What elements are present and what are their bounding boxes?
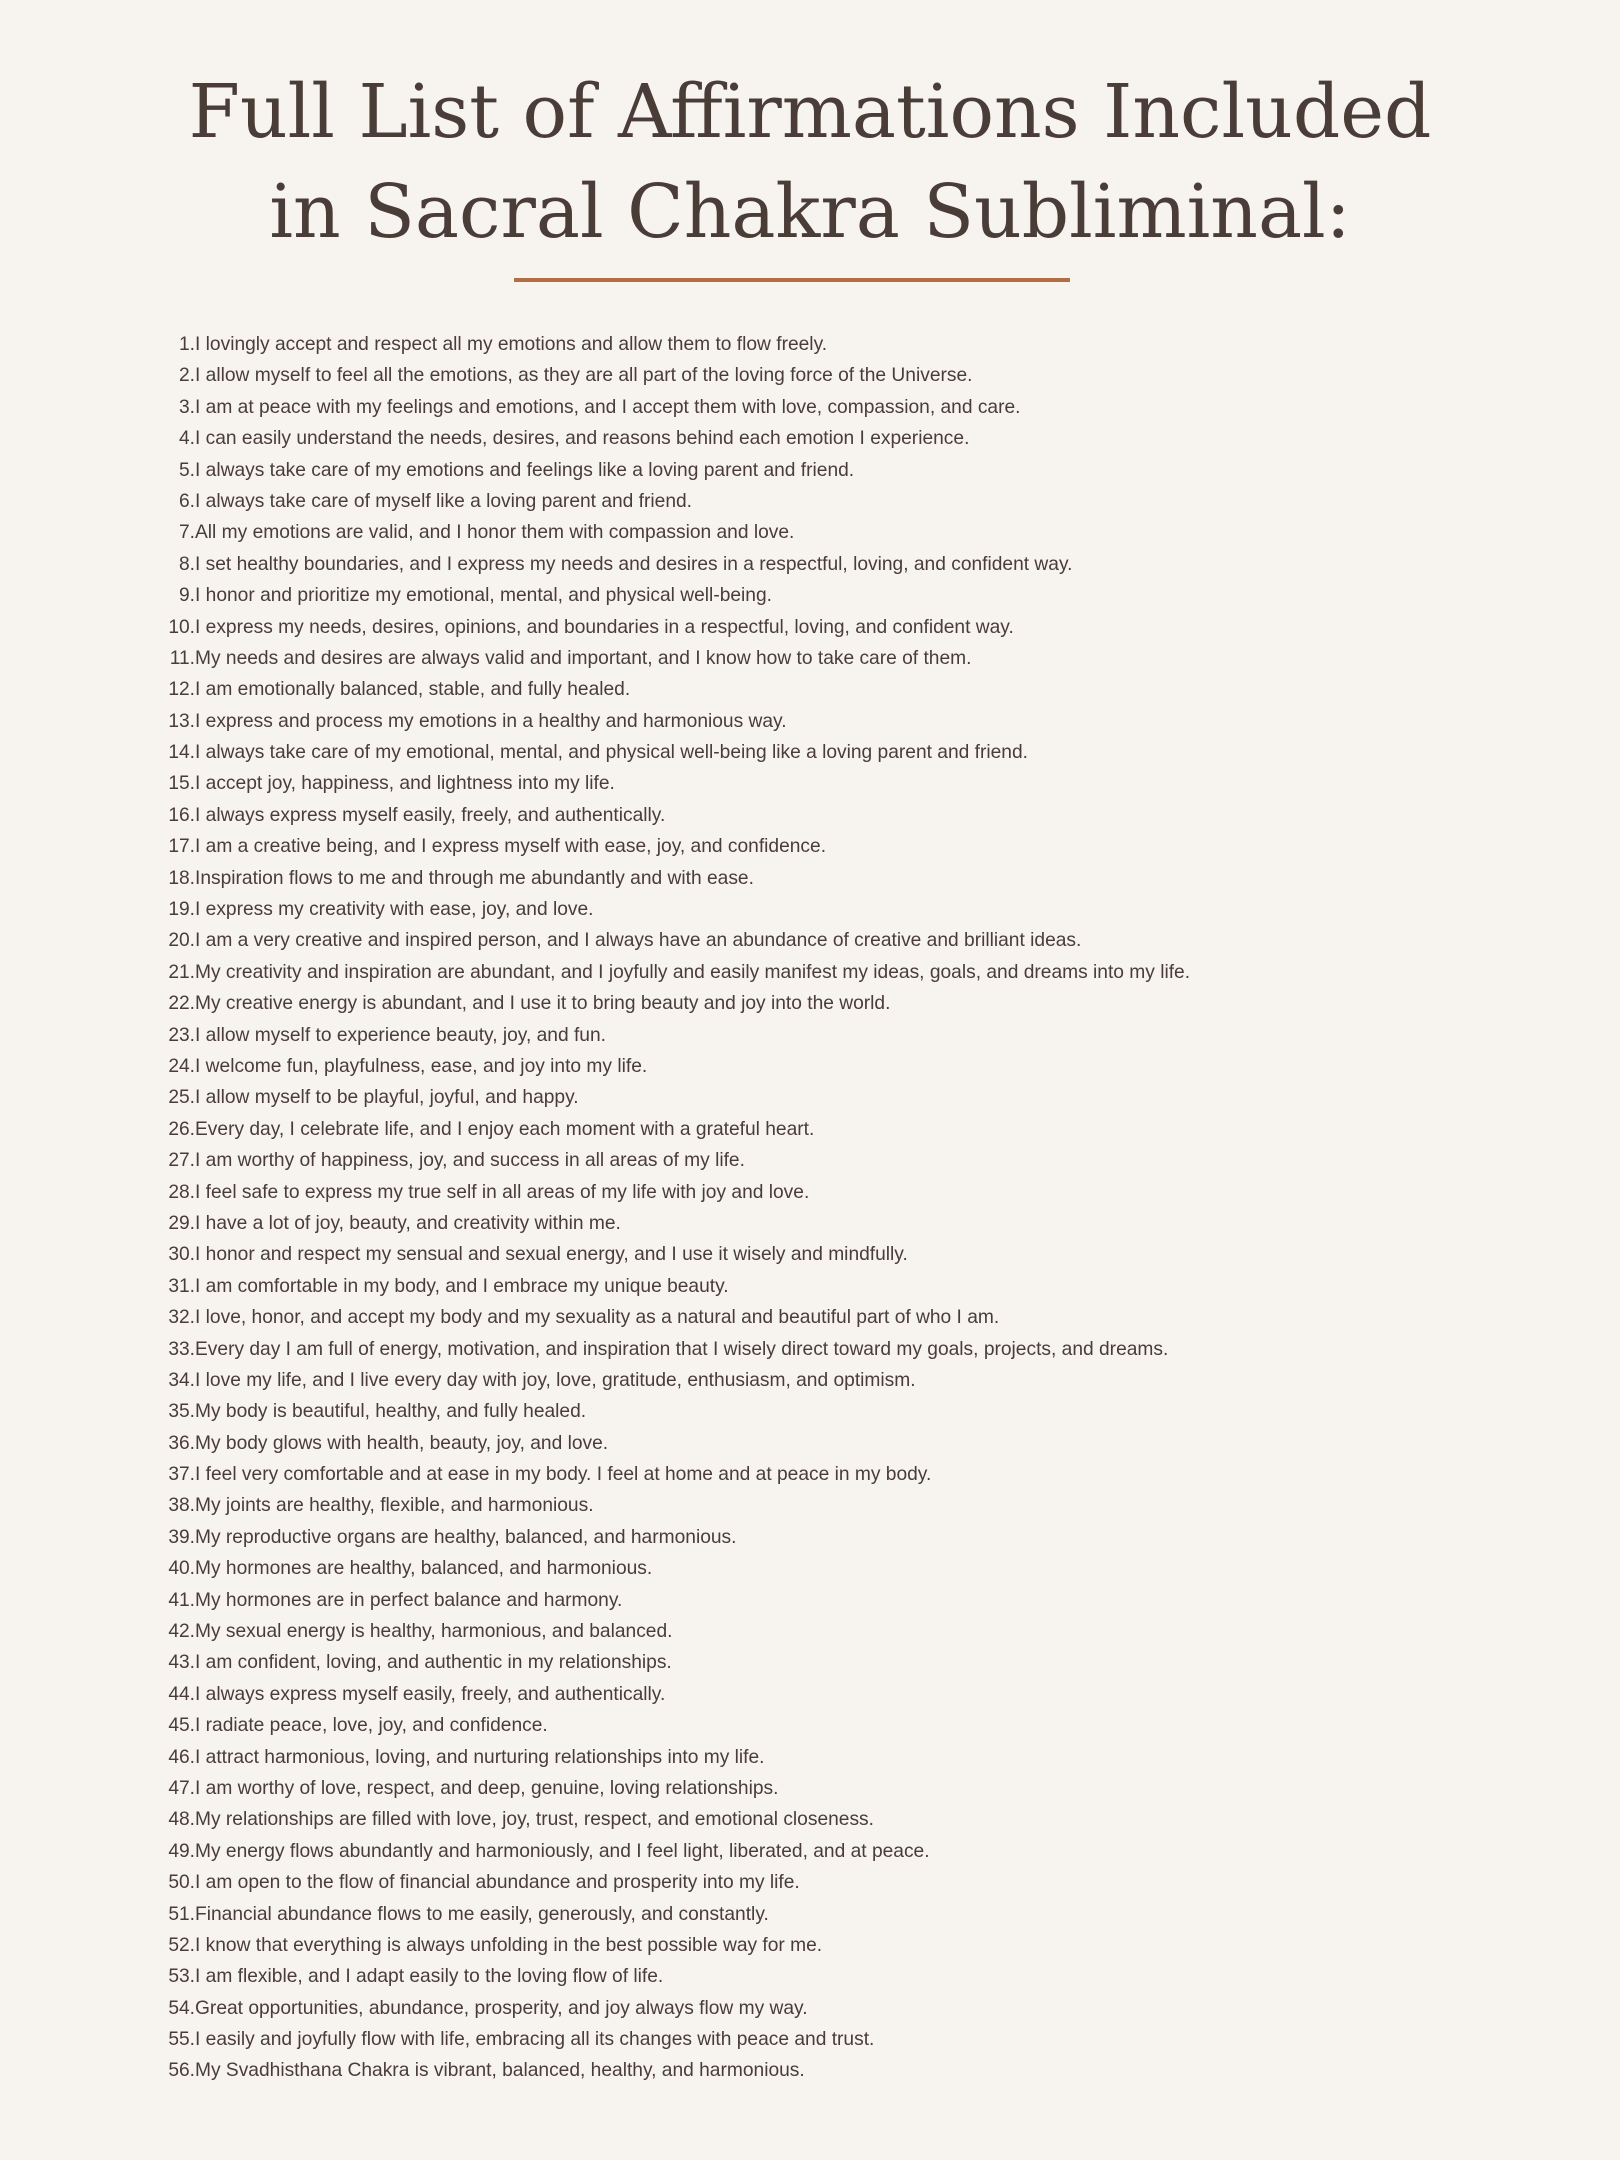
list-item [150,1836,1490,1867]
list-item-text: I am a very creative and inspired person, and I always have an abundance of creative and brilliant ideas. [195,930,1082,952]
list-item [150,1742,1490,1773]
list-item-number: 10. [168,616,195,638]
list-item-text: I accept joy, happiness, and lightness into my life. [195,773,615,795]
list-item-text: My body glows with health, beauty, joy, and love. [195,1432,609,1454]
list-item-text: I express my needs, desires, opinions, and boundaries in a respectful, loving, and confident way. [195,616,1014,638]
list-item-number: 35. [168,1401,195,1423]
list-item-text: My energy flows abundantly and harmoniously, and I feel light, liberated, and at peace. [195,1840,930,1862]
list-item-number: 41. [168,1589,195,1611]
list-item-number: 32. [168,1307,195,1329]
list-item-text: I attract harmonious, loving, and nurturing relationships into my life. [195,1746,765,1768]
list-item-number: 43. [168,1652,195,1674]
list-item [150,455,1490,486]
list-item-number: 14. [168,742,195,764]
list-item-number: 23. [168,1024,195,1046]
list-item-text: I feel safe to express my true self in all areas of my life with joy and love. [195,1181,810,1203]
list-item-text: I honor and respect my sensual and sexual energy, and I use it wisely and mindfully. [195,1244,908,1266]
list-item-text: My sexual energy is healthy, harmonious, and balanced. [195,1621,673,1643]
list-item-number: 56. [168,2060,195,2082]
list-item [150,1867,1490,1898]
list-item-text: I have a lot of joy, beauty, and creativity within me. [195,1212,621,1234]
list-item-number: 40. [168,1558,195,1580]
list-item [150,988,1490,1019]
list-item-number: 19. [168,899,195,921]
list-item-text: Every day, I celebrate life, and I enjoy each moment with a grateful heart. [195,1118,815,1140]
list-item [150,612,1490,643]
list-item-text: I always take care of my emotional, mental, and physical well-being like a loving parent and friend. [195,742,1028,764]
list-item [150,1020,1490,1051]
list-item-number: 52. [168,1934,195,1956]
list-item-number: 16. [168,804,195,826]
title-divider [514,278,1070,282]
list-item [150,863,1490,894]
list-item-text: My body is beautiful, healthy, and fully healed. [195,1401,587,1423]
list-item-number: 37. [168,1464,195,1486]
list-item-number: 13. [168,710,195,732]
list-item-text: Inspiration flows to me and through me abundantly and with ease. [195,867,754,889]
list-item-number: 8. [178,553,195,575]
list-item-number: 24. [168,1055,195,1077]
title-line-2: in Sacral Chakra Subliminal: [269,169,1351,255]
list-item [150,1553,1490,1584]
list-item [150,674,1490,705]
list-item-text: I always express myself easily, freely, and authentically. [195,804,666,826]
list-item-number: 55. [168,2029,195,2051]
list-item-text: I express my creativity with ease, joy, and love. [195,899,594,921]
list-item-number: 48. [168,1809,195,1831]
list-item-number: 20. [168,930,195,952]
list-item [150,957,1490,988]
list-item-text: My joints are healthy, flexible, and harmonious. [195,1495,594,1517]
list-item [150,925,1490,956]
list-item [150,1773,1490,1804]
list-item-text: Great opportunities, abundance, prosperity, and joy always flow my way. [195,1997,808,2019]
list-item [150,1961,1490,1992]
list-item [150,2024,1490,2055]
list-item [150,1114,1490,1145]
list-item [150,517,1490,548]
list-item-number: 15. [168,773,195,795]
list-item-text: I allow myself to feel all the emotions, as they are all part of the loving force of the Universe. [195,365,973,387]
list-item-number: 1. [178,334,195,355]
list-item [150,1239,1490,1270]
list-item [150,737,1490,768]
list-item [150,1585,1490,1616]
list-item-number: 54. [168,1997,195,2019]
list-item [150,1522,1490,1553]
list-item-number: 3. [178,396,195,418]
list-item-number: 47. [168,1777,195,1799]
list-item-number: 33. [168,1338,195,1360]
list-item-text: I am flexible, and I adapt easily to the loving flow of life. [195,1966,664,1988]
list-item-number: 30. [168,1244,195,1266]
list-item [150,1334,1490,1365]
list-item-text: I am a creative being, and I express myself with ease, joy, and confidence. [195,836,827,858]
list-item [150,549,1490,580]
list-item-number: 4. [178,428,195,450]
list-item-text: Financial abundance flows to me easily, generously, and constantly. [195,1903,769,1925]
list-item-text: I can easily understand the needs, desires, and reasons behind each emotion I experience. [195,428,970,450]
list-item-text: I feel very comfortable and at ease in my body. I feel at home and at peace in my body. [195,1464,932,1486]
list-item-number: 36. [168,1432,195,1454]
list-item-number: 11. [169,647,195,669]
list-item [150,706,1490,737]
list-item-number: 27. [168,1150,195,1172]
list-item [150,1679,1490,1710]
list-item-text: All my emotions are valid, and I honor them with compassion and love. [195,522,795,544]
list-item-text: I am comfortable in my body, and I embrace my unique beauty. [195,1275,729,1297]
list-item-number: 7. [178,522,195,544]
list-item-number: 9. [178,585,195,607]
list-item-text: I always take care of myself like a loving parent and friend. [195,490,692,512]
list-item [150,423,1490,454]
list-item-text: I radiate peace, love, joy, and confidence. [195,1715,548,1737]
list-item-number: 42. [168,1621,195,1643]
list-item [150,1710,1490,1741]
list-item-number: 21. [168,961,195,983]
list-item [150,329,1490,360]
list-item-number: 49. [168,1840,195,1862]
list-item [150,1396,1490,1427]
list-item-text: I allow myself to experience beauty, joy, and fun. [195,1024,606,1046]
list-item-text: I am open to the flow of financial abundance and prosperity into my life. [195,1872,800,1894]
list-item [150,1271,1490,1302]
list-item-number: 25. [168,1087,195,1109]
list-item [150,1428,1490,1459]
list-item-number: 45. [168,1715,195,1737]
list-item [150,1082,1490,1113]
list-item-number: 50. [168,1872,195,1894]
list-item-number: 51. [168,1903,195,1925]
list-item-number: 38. [168,1495,195,1517]
list-item [150,1993,1490,2024]
list-item-text: I love my life, and I live every day with joy, love, gratitude, enthusiasm, and optimism. [195,1369,916,1391]
list-item-text: I lovingly accept and respect all my emotions and allow them to flow freely. [195,334,828,355]
list-item-text: I am at peace with my feelings and emotions, and I accept them with love, compassion, and care. [195,396,1021,418]
list-item-text: I express and process my emotions in a healthy and harmonious way. [195,710,787,732]
list-item-text: My hormones are healthy, balanced, and harmonious. [195,1558,653,1580]
list-item [150,1899,1490,1930]
list-item [150,1365,1490,1396]
list-item-text: I easily and joyfully flow with life, embracing all its changes with peace and trust. [195,2029,875,2051]
list-item-text: My Svadhisthana Chakra is vibrant, balanced, healthy, and harmonious. [195,2060,805,2082]
list-item-number: 53. [168,1966,195,1988]
list-item-text: My hormones are in perfect balance and harmony. [195,1589,623,1611]
list-item-text: My relationships are filled with love, joy, trust, respect, and emotional closeness. [195,1809,874,1831]
list-item [150,1647,1490,1678]
list-item [150,2055,1490,2086]
list-item-number: 31. [168,1275,195,1297]
list-item-text: I always express myself easily, freely, and authentically. [195,1683,666,1705]
list-item-text: I always take care of my emotions and feelings like a loving parent and friend. [195,459,855,481]
list-item-text: I am worthy of love, respect, and deep, genuine, loving relationships. [195,1777,779,1799]
page-title [0,62,1620,262]
list-item-text: I am worthy of happiness, joy, and success in all areas of my life. [195,1150,745,1172]
list-item [150,360,1490,391]
list-item-number: 2. [178,365,195,387]
list-item [150,831,1490,862]
list-item [150,1804,1490,1835]
list-item [150,486,1490,517]
list-item [150,1145,1490,1176]
title-line-1: Full List of Affirmations Included [188,69,1432,155]
affirmation-list [150,329,1490,2087]
list-item [150,894,1490,925]
list-item-number: 46. [168,1746,195,1768]
list-item-text: I set healthy boundaries, and I express my needs and desires in a respectful, loving, and confident way. [195,553,1073,575]
list-item-text: My needs and desires are always valid and important, and I know how to take care of them. [195,647,972,669]
list-item-text: I welcome fun, playfulness, ease, and joy into my life. [195,1055,648,1077]
list-item [150,800,1490,831]
list-item-text: I allow myself to be playful, joyful, and happy. [195,1087,579,1109]
list-item [150,1930,1490,1961]
list-item-number: 44. [168,1683,195,1705]
list-item-text: I love, honor, and accept my body and my sexuality as a natural and beautiful part of who I am. [195,1307,1000,1329]
list-item-text: I am confident, loving, and authentic in my relationships. [195,1652,672,1674]
list-item [150,1459,1490,1490]
list-item-number: 18. [168,867,195,889]
list-item [150,768,1490,799]
list-item [150,1302,1490,1333]
list-item [150,580,1490,611]
list-item-text: My reproductive organs are healthy, balanced, and harmonious. [195,1526,737,1548]
list-item-number: 5. [178,459,195,481]
list-item-text: Every day I am full of energy, motivation, and inspiration that I wisely direct toward my goals, projects, and dreams. [195,1338,1169,1360]
list-item-text: I honor and prioritize my emotional, mental, and physical well-being. [195,585,772,607]
list-item [150,643,1490,674]
list-item-number: 17. [168,836,195,858]
list-item [150,1177,1490,1208]
list-item [150,1208,1490,1239]
list-item-number: 39. [168,1526,195,1548]
list-item [150,1616,1490,1647]
list-item [150,392,1490,423]
list-item-number: 28. [168,1181,195,1203]
list-item-text: My creativity and inspiration are abundant, and I joyfully and easily manifest my ideas, goals, and dreams into my life. [195,961,1191,983]
list-item-text: My creative energy is abundant, and I use it to bring beauty and joy into the world. [195,993,891,1015]
list-item-text: I know that everything is always unfolding in the best possible way for me. [195,1934,823,1956]
list-item-number: 34. [168,1369,195,1391]
list-item [150,1490,1490,1521]
list-item-text: I am emotionally balanced, stable, and fully healed. [195,679,631,701]
list-item-number: 29. [168,1212,195,1234]
list-item-number: 12. [168,679,195,701]
list-item-number: 22. [168,993,195,1015]
list-item-number: 26. [168,1118,195,1140]
list-item [150,1051,1490,1082]
list-item-number: 6. [178,490,195,512]
